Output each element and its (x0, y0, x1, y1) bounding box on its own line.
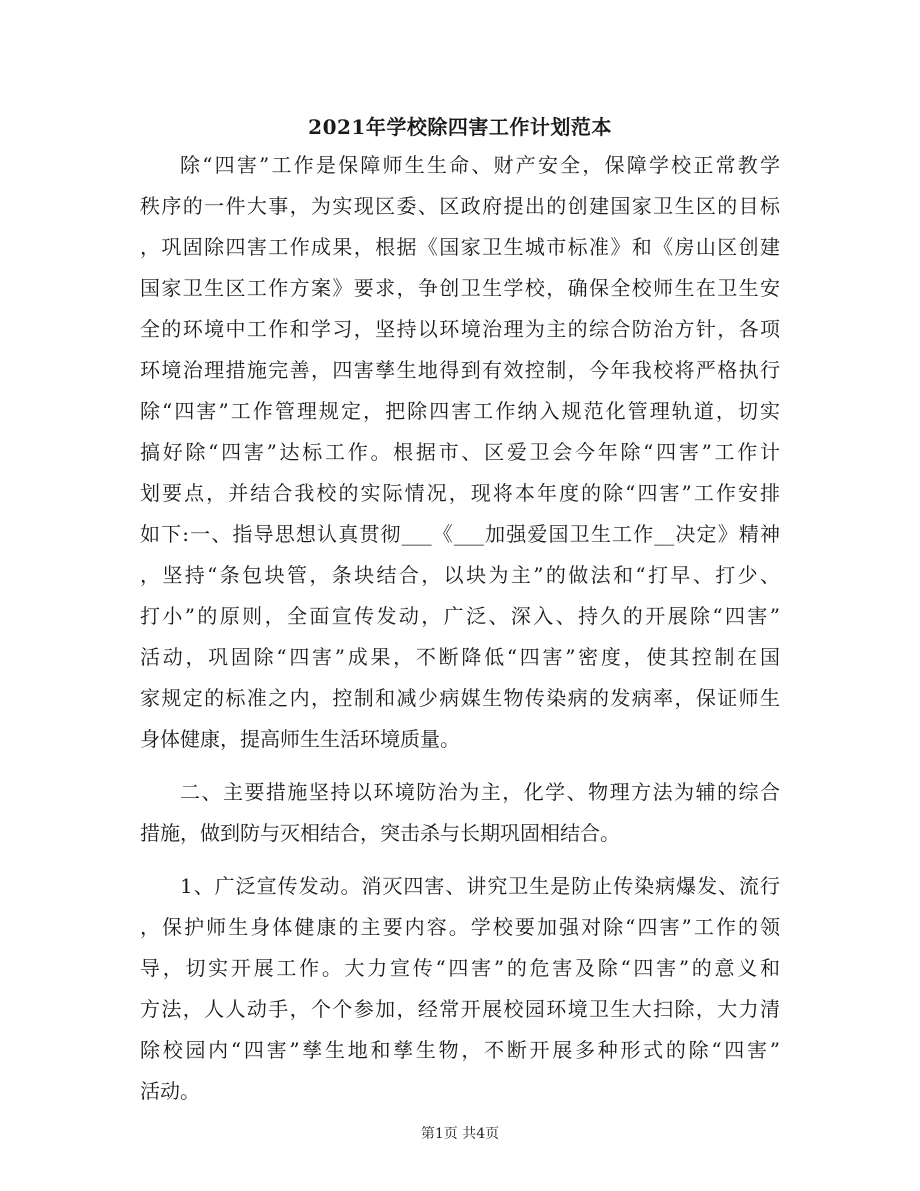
text-line: 二、主要措施坚持以环境防治为主，化学、物理方法为辅的综合 (180, 780, 780, 804)
text-line: 如下:一、指导思想认真贯彻___《___加强爱国卫生工作__决定》精神 (140, 522, 780, 546)
text-line: 划要点，并结合我校的实际情况，现将本年度的除“四害”工作安排 (140, 481, 780, 505)
text-line: 1、广泛宣传发动。消灭四害、讲究卫生是防止传染病爆发、流行 (180, 874, 780, 898)
text-line: 方法，人人动手，个个参加，经常开展校园环境卫生大扫除，大力清 (140, 997, 780, 1021)
text-line: 打小”的原则，全面宣传发动，广泛、深入、持久的开展除“四害” (140, 604, 780, 628)
text-line: 环境治理措施完善，四害孳生地得到有效控制，今年我校将严格执行 (140, 358, 780, 382)
text-line: ，巩固除四害工作成果，根据《国家卫生城市标准》和《房山区创建 (140, 235, 780, 259)
text-line: 除“四害”工作管理规定，把除四害工作纳入规范化管理轨道，切实 (140, 399, 780, 423)
text-line: 措施，做到防与灭相结合，突击杀与长期巩固相结合。 (140, 821, 620, 845)
text-line: 国家卫生区工作方案》要求，争创卫生学校，确保全校师生在卫生安 (140, 276, 780, 300)
text-line: 秩序的一件大事，为实现区委、区政府提出的创建国家卫生区的目标 (140, 194, 780, 218)
text-line: 家规定的标准之内，控制和减少病媒生物传染病的发病率，保证师生 (140, 686, 780, 710)
text-line: ，坚持“条包块管，条块结合，以块为主”的做法和“打早、打少、 (140, 563, 780, 587)
text-line: 全的环境中工作和学习，坚持以环境治理为主的综合防治方针，各项 (140, 317, 780, 341)
text-line: 活动。 (140, 1079, 200, 1103)
text-line: 除“四害”工作是保障师生生命、财产安全，保障学校正常教学 (180, 153, 780, 177)
text-line: 活动，巩固除“四害”成果，不断降低“四害”密度，使其控制在国 (140, 645, 780, 669)
text-line: 除校园内“四害”孳生地和孳生物，不断开展多种形式的除“四害” (140, 1038, 780, 1062)
text-line: 身体健康，提高师生生活环境质量。 (140, 727, 460, 751)
text-line: 导，切实开展工作。大力宣传“四害”的危害及除“四害”的意义和 (140, 956, 780, 980)
text-line: 搞好除“四害”达标工作。根据市、区爱卫会今年除“四害”工作计 (140, 440, 780, 464)
text-line: ，保护师生身体健康的主要内容。学校要加强对除“四害”工作的领 (140, 915, 780, 939)
page-number-footer: 第1页 共4页 (420, 1126, 500, 1142)
document-title: 2021年学校除四害工作计划范本 (308, 115, 612, 139)
